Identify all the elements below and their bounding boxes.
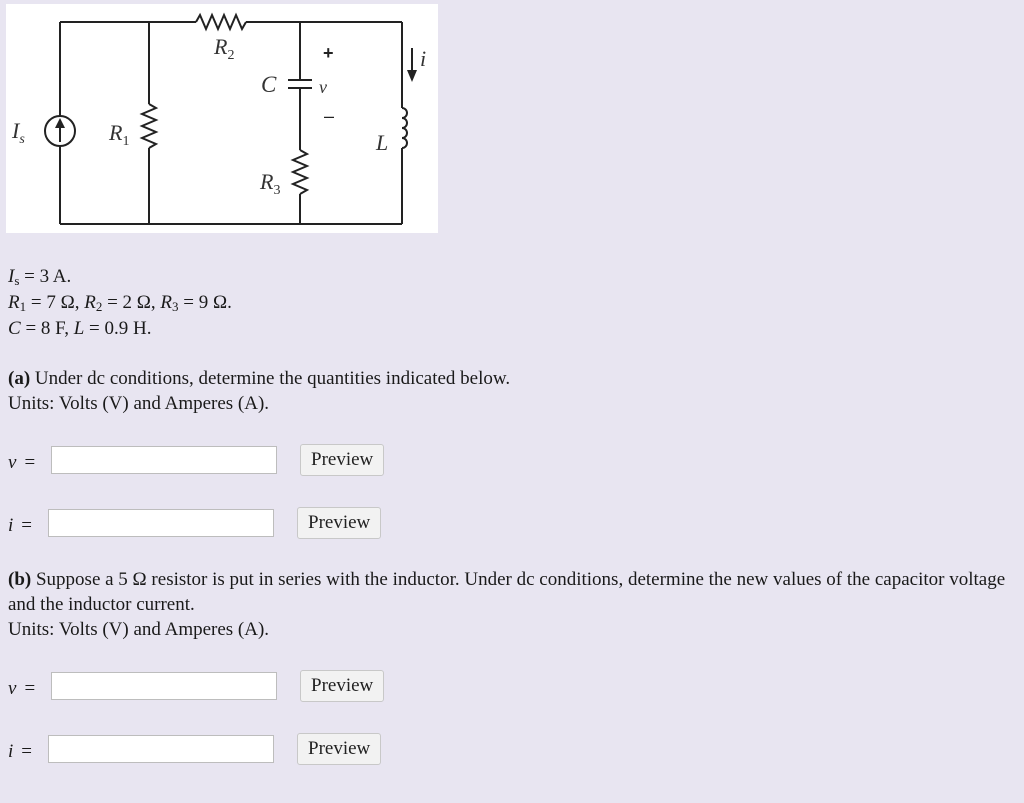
label-i: i [420,46,427,71]
part-a-v-row [8,446,408,480]
part-a-i-eq: = [21,515,32,536]
part-b-v-var: v [8,678,17,699]
part-a-v-input[interactable] [51,446,277,474]
part-b-i-label [8,741,32,763]
part-b-question [8,567,1008,617]
part-b-v-eq: = [24,678,36,699]
part-a-label: (a) [8,368,31,389]
given-values [8,264,232,342]
part-b-i-eq: = [21,741,32,762]
given-line-is [8,264,232,290]
current-arrowhead [407,70,417,82]
label-minus: – [324,106,335,126]
is-symbol: I [8,266,15,287]
label-is-sub: s [19,132,25,147]
part-a-i-row [8,509,408,543]
part-b-i-row [8,735,408,769]
part-b-v-label [8,678,35,700]
is-subscript: s [14,273,20,288]
label-l: L [376,130,389,155]
r3-subscript: 3 [172,299,179,314]
inductor-l [402,108,407,148]
svg-text:Is [11,118,25,147]
svg-text:R2 [213,34,234,63]
resistor-r2 [196,15,246,29]
given-line-cl [8,316,232,342]
l-symbol: L [73,318,85,339]
part-a-i-label [8,515,32,537]
label-r3-sub: 3 [273,183,281,198]
label-r3: R [260,169,274,194]
c-value: = 8 F, [25,318,74,339]
current-source-arrowhead [55,118,65,128]
part-b-i-input[interactable] [48,735,274,763]
part-a-v-var: v [8,452,17,473]
label-r2: R [214,34,228,59]
part-a-text: Under dc conditions, determine the quantities indicated below. [30,368,511,389]
part-b-v-preview-button[interactable]: Preview [300,670,384,702]
r2-symbol: R [84,292,96,313]
label-v: v [319,77,327,97]
part-b-i-preview-button[interactable]: Preview [297,733,381,765]
r2-subscript: 2 [95,299,103,314]
part-a-v-label [8,452,35,474]
resistor-r3 [293,150,307,194]
part-b-v-row [8,672,408,706]
given-line-resistors [8,290,232,316]
part-b-units: Units: Volts (V) and Amperes (A). [8,619,270,640]
circuit-schematic [6,4,438,233]
part-b-prompt [8,567,1008,642]
label-plus: + [323,43,334,63]
r1-symbol: R [8,292,20,313]
part-a-i-preview-button[interactable]: Preview [297,507,381,539]
label-r2-sub: 2 [227,48,235,63]
label-is: I [12,118,20,143]
part-b-label: (b) [8,569,32,590]
svg-text:R3 [259,169,280,198]
label-r1-sub: 1 [122,134,130,149]
l-value: = 0.9 H. [89,318,152,339]
part-a-v-eq: = [24,452,36,473]
svg-text:R1 [108,120,129,149]
resistor-r1 [142,104,156,148]
part-a-i-var: i [8,515,14,536]
r3-value: = 9 Ω. [183,292,232,313]
part-b-v-input[interactable] [51,672,277,700]
r3-symbol: R [160,292,173,313]
part-a-question [8,366,1008,391]
part-a-i-input[interactable] [48,509,274,537]
c-symbol: C [8,318,21,339]
is-value: = 3 A. [24,266,72,287]
part-b-text: Suppose a 5 Ω resistor is put in series with the inductor. Under dc conditions, determine the new values of the capacitor voltage and the inductor current. [8,569,1006,615]
label-c: C [261,72,277,97]
part-a-v-preview-button[interactable]: Preview [300,444,384,476]
r1-value: = 7 Ω, [30,292,85,313]
part-a-prompt [8,366,1008,416]
label-r1: R [109,120,123,145]
part-b-i-var: i [8,741,14,762]
r1-subscript: 1 [19,299,27,314]
part-a-units: Units: Volts (V) and Amperes (A). [8,393,270,414]
circuit-diagram [6,4,438,233]
r2-value: = 2 Ω, [107,292,161,313]
